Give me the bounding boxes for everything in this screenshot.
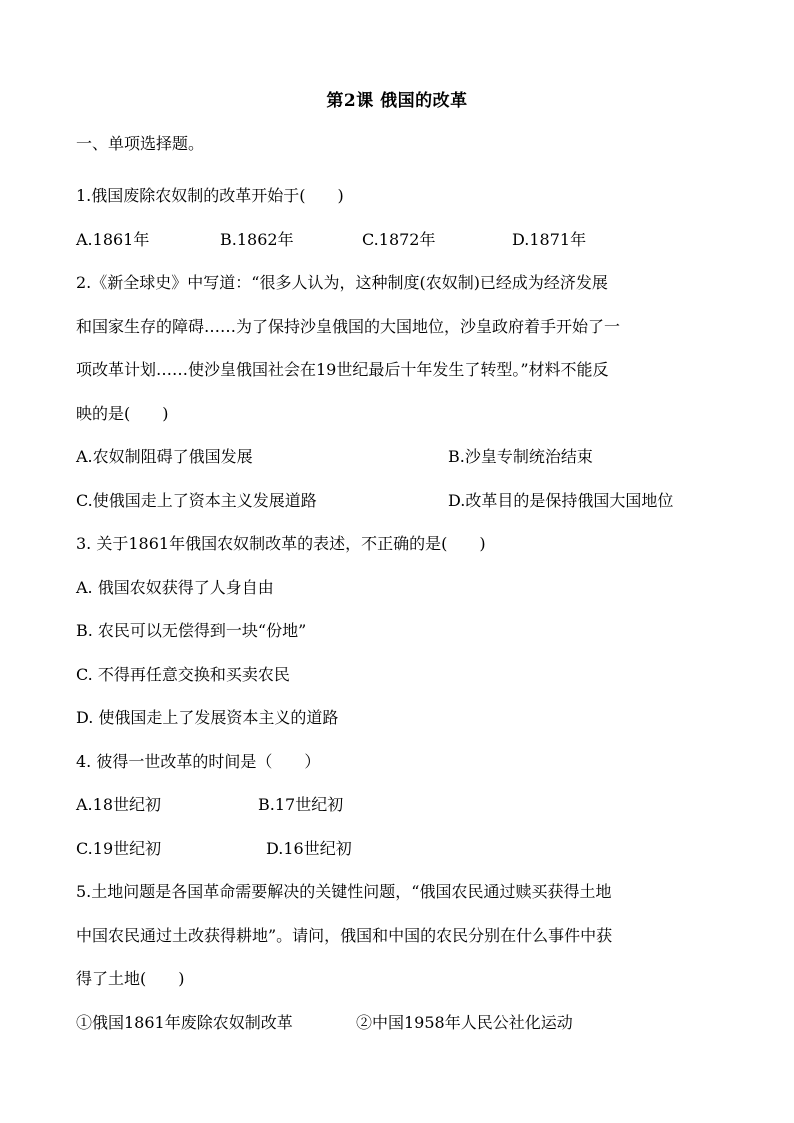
option-d: D.16世纪初 (266, 838, 352, 858)
question-5-stem-line-3: 得了土地( ) (76, 969, 185, 988)
question-2-options-row-1 (76, 435, 722, 479)
option-d: D.1871年 (512, 229, 587, 249)
question-1-stem: 1.俄国废除农奴制的改革开始于( ) (76, 186, 344, 205)
question-4-options-row-1 (76, 783, 722, 827)
question-2-stem-line-2: 和国家生存的障碍……为了保持沙皇俄国的大国地位，沙皇政府着手开始了一 (76, 316, 621, 336)
page-title: 第2课 俄国的改革 (326, 91, 468, 111)
question-2-options-row-2 (76, 479, 722, 523)
question-4-stem: 4. 彼得一世改革的时间是（ ） (76, 751, 321, 771)
item-2: ②中国1958年人民公社化运动 (356, 1012, 573, 1032)
option-a: A.农奴制阻碍了俄国发展 (76, 447, 253, 466)
question-5-items (76, 1001, 722, 1045)
item-1: ①俄国1861年废除农奴制改革 (76, 1012, 293, 1032)
option-d: D. 使俄国走上了发展资本主义的道路 (76, 708, 339, 727)
question-5-stem-line-1: 5.土地问题是各国革命需要解决的关键性问题，“俄国农民通过赎买获得土地 (76, 882, 612, 901)
option-c: C.使俄国走上了资本主义发展道路 (76, 490, 317, 510)
question-2-stem-line-3: 项改革计划……使沙皇俄国社会在19世纪最后十年发生了转型。”材料不能反 (76, 360, 609, 379)
option-a: A.18世纪初 (76, 795, 162, 814)
option-b: B. 农民可以无偿得到一块“份地” (76, 621, 307, 640)
question-5-stem-line-2: 中国农民通过土改获得耕地”。请问，俄国和中国的农民分别在什么事件中获 (76, 925, 613, 945)
section-heading: 一、单项选择题。 (76, 134, 205, 153)
question-list (76, 174, 722, 1044)
option-b: B.17世纪初 (258, 795, 344, 814)
option-b: B.沙皇专制统治结束 (448, 447, 593, 466)
question-2-stem-line-4: 映的是( ) (76, 403, 169, 423)
question-4-options-row-2 (76, 827, 722, 871)
option-c: C.19世纪初 (76, 838, 162, 858)
question-3-stem: 3. 关于1861年俄国农奴制改革的表述，不正确的是( ) (76, 534, 486, 553)
option-c: C. 不得再任意交换和买卖农民 (76, 664, 290, 684)
option-b: B.1862年 (220, 229, 294, 249)
option-a: A. 俄国农奴获得了人身自由 (76, 577, 274, 597)
question-1-options (76, 218, 722, 262)
question-2-stem-line-1: 2.《新全球史》中写道：“很多人认为，这种制度(农奴制)已经成为经济发展 (76, 273, 608, 292)
option-d: D.改革目的是保持俄国大国地位 (448, 490, 674, 510)
option-a: A.1861年 (76, 229, 150, 249)
option-c: C.1872年 (362, 229, 436, 249)
